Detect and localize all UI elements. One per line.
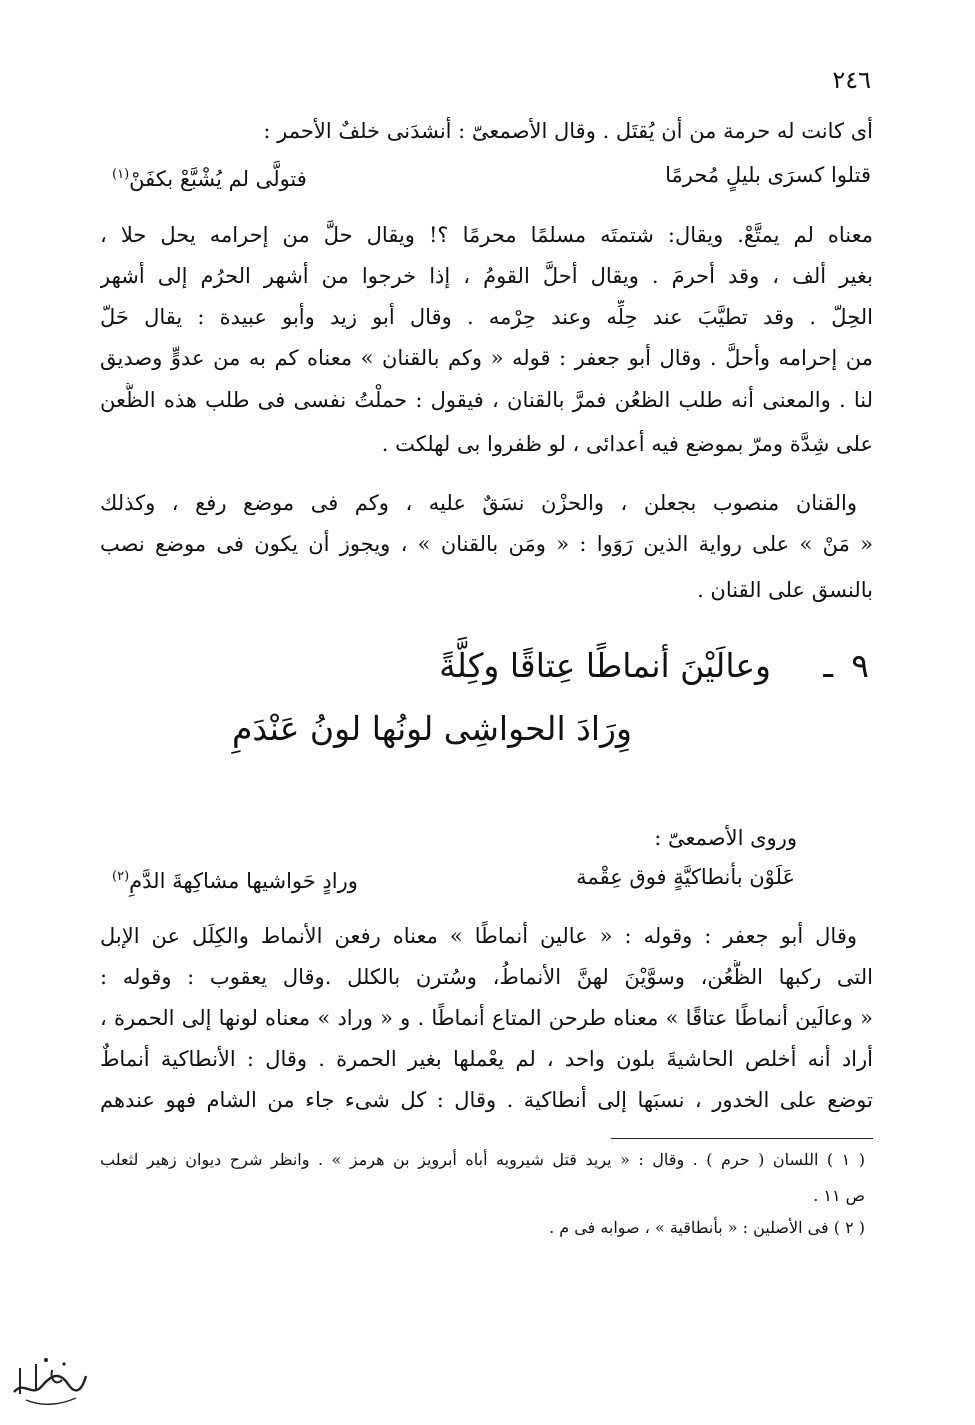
para3-line-3: « وعالَين أنماطًا عتاقًا » معناه طرحن المتاع أنماطًا . و « وراد » معناه لونها إلى الحمرة ،	[100, 1006, 873, 1030]
para1-line-1: معناه لم يمتَّعْ. ويقال: شتمتَه مسلمًا محرمًا ؟! ويقال حلَّ من إحرامه يحل حلا ،	[100, 223, 873, 247]
watermark-logo	[6, 1350, 90, 1412]
para1-line-6: على شِدَّة ومرّ بموضع فيه أعدائى ، لو ظفروا بى لهلكت .	[381, 432, 873, 456]
main-verse-number: ٩	[851, 646, 869, 685]
verse-2-first-hemistich: عَلَوْن بأنطاكيَّةٍ فوق عِقْمة	[576, 865, 795, 889]
footnote-1-continued: ص ١١ .	[813, 1186, 865, 1205]
verse-1	[112, 158, 871, 196]
calligraphy-logo-icon	[6, 1350, 90, 1412]
para3-line-5: توضع على الخدور ، نسبَها إلى أنطاكية . وقال : كل شىء جاء من الشام فهو عندهم	[100, 1088, 873, 1112]
para1-line-4: من إحرامه وأحلَّ . وقال أبو جعفر : قوله « وكم بالقنان » معناه كم به من عدوٍّ وصديق	[100, 346, 873, 370]
para2-line-2: « مَنْ » على رواية الذين رَوَوا : « ومَن بالقنان » ، ويجوز أن يكون فى موضع نصب	[100, 532, 873, 556]
page-number: ٢٤٦	[832, 66, 871, 94]
verse-2-second-hemistich	[112, 860, 358, 898]
verse-1-first-hemistich: قتلوا كسرَى بليلٍ مُحرمًا	[665, 163, 871, 187]
para3-line-4: أراد أنه أخلص الحاشيةَ بلون واحد ، لم يعْملها بغير الحمرة . وقال : الأنطاكية أنماطٌ	[100, 1047, 873, 1071]
main-verse-second-hemistich: وِرَادَ الحواشِى لونُها لونُ عَنْدَمِ	[232, 709, 632, 748]
footnote-2: ( ٢ ) فى الأصلين : « بأنطاقية » ، صوابه فى م .	[549, 1218, 865, 1237]
main-verse-first-hemistich: وعالَيْنَ أنماطًا عِتاقًا وكِلَّةً	[439, 646, 771, 685]
footnote-mark-1: (١)	[112, 167, 130, 182]
para2-line-3: بالنسق على القنان .	[697, 578, 873, 602]
verse-1-second-hemistich	[112, 158, 307, 196]
verse-1-second-text: فتولَّى لم يُشْبَّعْ بكفَنْ	[129, 167, 307, 191]
para3-line-1: وقال أبو جعفر : وقوله : « عالين أنماطًا » معناه رفعن الأنماط والكِلَل عن الإبل	[100, 924, 857, 948]
para2-line-1: والقنان منصوب بجعلن ، والحزْن نسَقٌ عليه ، وكم فى موضع رفع ، وكذلك	[100, 491, 857, 515]
para1-line-5: لنا . والمعنى أنه طلب الظعُن فمرَّ بالقنان ، فيقول : حملْتُ نفسى فى طلب هذه الظُّعن	[100, 388, 873, 412]
footnote-1: ( ١ ) اللسان ( حرم ) . وقال : « يريد قتل شيرويه أباه أبرويز بن هرمز » . وانظر شرح ديوان زهير لثعلب	[100, 1150, 865, 1169]
intro-line: أى كانت له حرمة من أن يُقتَل . وقال الأصمعىّ : أنشدَنى خلفٌ الأحمر :	[263, 119, 873, 143]
main-verse-dash: ـ	[823, 646, 833, 685]
footnote-mark-2: (٢)	[112, 869, 130, 884]
para1-line-3: الحِلّ . وقد تطيَّبَ عند حِلِّه وعند حِرْمه . وقال أبو زيد وأبو عبيدة : يقال حَلّ	[100, 305, 873, 329]
verse-2	[112, 860, 795, 898]
verse-2-second-text: ورادٍ حَواشيها مشاكِهةَ الدَّمِ	[129, 869, 358, 893]
footnote-separator	[611, 1138, 873, 1139]
para1-line-2: بغير ألف ، وقد أحرمَ . ويقال أحلَّ القومُ ، إذا خرجوا من أشهر الحرُم إلى أشهر	[100, 264, 873, 288]
riwaya-intro: وروى الأصمعىّ :	[654, 826, 797, 850]
para3-line-2: التى ركبها الظُّعُن، وسوَّيْنَ لهنَّ الأنماطُ، وسُترن بالكلل .وقال يعقوب : وقوله :	[100, 965, 873, 989]
